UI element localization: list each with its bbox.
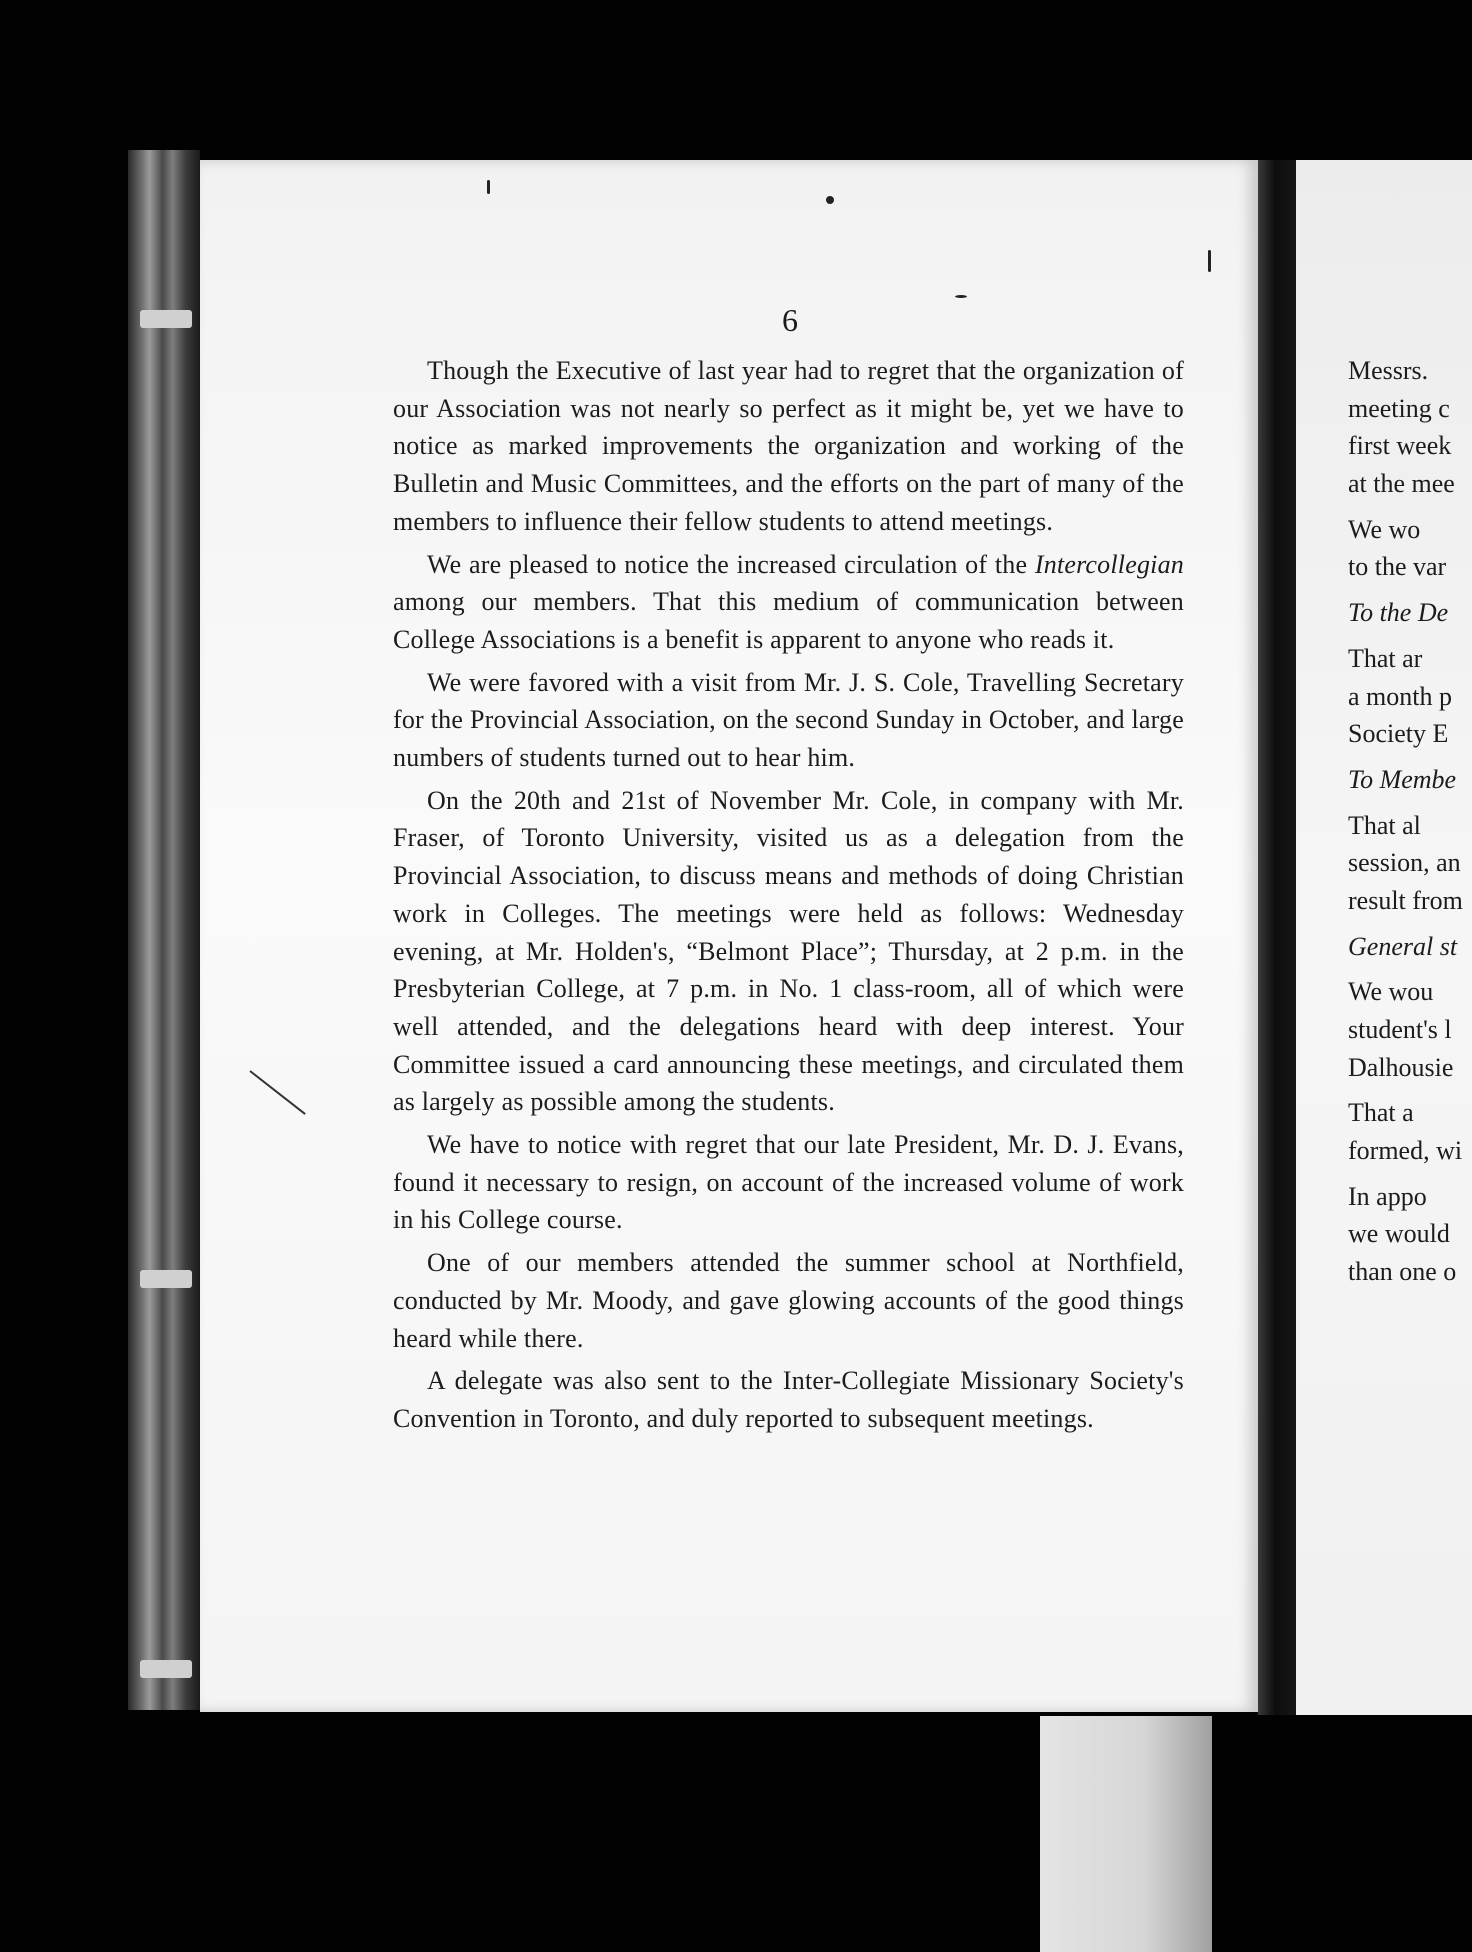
paragraph-text: We are pleased to notice the increased circulation of the Intercollegian among our members. That this medium of communication between College Associations is a benefit is apparent to anyone who reads it. xyxy=(393,549,1184,654)
facing-page-line: at the mee xyxy=(1348,469,1455,499)
facing-page-line: That al xyxy=(1348,810,1421,840)
facing-page-line: We wou xyxy=(1348,977,1434,1007)
paper-tab xyxy=(1040,1716,1212,1952)
paragraph: A delegate was also sent to the Inter-Collegiate Missionary Society's Convention in Toronto, and duly reported to subsequent meetings. xyxy=(393,1366,1184,1433)
facing-page-line: formed, wi xyxy=(1348,1136,1463,1166)
facing-page-line: result from xyxy=(1348,885,1463,915)
ink-speck xyxy=(1208,250,1211,272)
paragraph xyxy=(393,546,1184,659)
facing-page-line: meeting c xyxy=(1348,393,1450,423)
publication-title: Intercollegian xyxy=(1034,549,1184,579)
binding-tab xyxy=(140,1270,192,1288)
facing-page-line: to the var xyxy=(1348,552,1447,582)
facing-page-line: General st xyxy=(1348,931,1458,961)
line-gap xyxy=(1348,799,1472,807)
line-gap xyxy=(1348,753,1472,761)
page-number: 6 xyxy=(782,302,798,338)
facing-page-text xyxy=(1348,352,1472,1291)
line-gap xyxy=(1348,1170,1472,1178)
facing-page-line: first week xyxy=(1348,431,1452,461)
page-gutter xyxy=(1258,160,1296,1715)
page-body xyxy=(393,352,1184,1443)
line-gap xyxy=(1348,586,1472,594)
facing-page-line: To Membe xyxy=(1348,764,1457,794)
binding-tab xyxy=(140,1660,192,1678)
facing-page-line: That a xyxy=(1348,1098,1414,1128)
facing-page-line: session, an xyxy=(1348,848,1461,878)
facing-page-line: We wo xyxy=(1348,514,1421,544)
paragraph: On the 20th and 21st of November Mr. Cole, in company with Mr. Fraser, of Toronto University, visited us as a delegation from the Provincial Association, to discuss means and methods of doing Christian work in Colleges. The meetings were held as follows: Wednesday evening, at Mr. Holden's, “Belmont Place”; Thursday, at 2 p.m. in the Presbyterian College, at 7 p.m. in No. 1 class-room, all of which were well attended, and the delegations heard with deep interest. Your Committee issued a card announcing these meetings, and circulated them as largely as possible among the students. xyxy=(393,785,1184,1117)
ink-speck xyxy=(487,180,490,194)
ink-speck xyxy=(826,196,834,204)
facing-page-line: That ar xyxy=(1348,643,1423,673)
paragraph: We were favored with a visit from Mr. J. S. Cole, Travelling Secretary for the Provincial Association, on the second Sunday in October, and large numbers of students turned out to hear him. xyxy=(393,667,1184,773)
paragraph: One of our members attended the summer school at Northfield, conducted by Mr. Moody, and gave glowing accounts of the good things heard while there. xyxy=(393,1248,1184,1353)
paragraph: Though the Executive of last year had to regret that the organization of our Association was not nearly so perfect as it might be, yet we have to notice as marked improvements the organization and working of the Bulletin and Music Committees, and the efforts on the part of many of the members to influence their fellow students to attend meetings. xyxy=(393,356,1184,536)
line-gap xyxy=(1348,965,1472,973)
facing-page-line: we would xyxy=(1348,1219,1450,1249)
facing-page-line: Society E xyxy=(1348,719,1449,749)
facing-page-line: Dalhousie xyxy=(1348,1052,1454,1082)
book-spine xyxy=(128,150,200,1710)
facing-page-line: To the De xyxy=(1348,598,1449,628)
line-gap xyxy=(1348,1086,1472,1094)
facing-page-line: a month p xyxy=(1348,681,1452,711)
facing-page-line: student's l xyxy=(1348,1015,1452,1044)
line-gap xyxy=(1348,503,1472,511)
binding-tab xyxy=(140,310,192,328)
facing-page-line: In appo xyxy=(1348,1181,1427,1211)
ink-speck xyxy=(955,295,967,298)
line-gap xyxy=(1348,920,1472,928)
line-gap xyxy=(1348,632,1472,640)
paragraph: We have to notice with regret that our late President, Mr. D. J. Evans, found it necessary to resign, on account of the increased volume of work in his College course. xyxy=(393,1130,1184,1235)
facing-page-line: Messrs. xyxy=(1348,356,1429,385)
facing-page-line: than one o xyxy=(1348,1257,1457,1287)
